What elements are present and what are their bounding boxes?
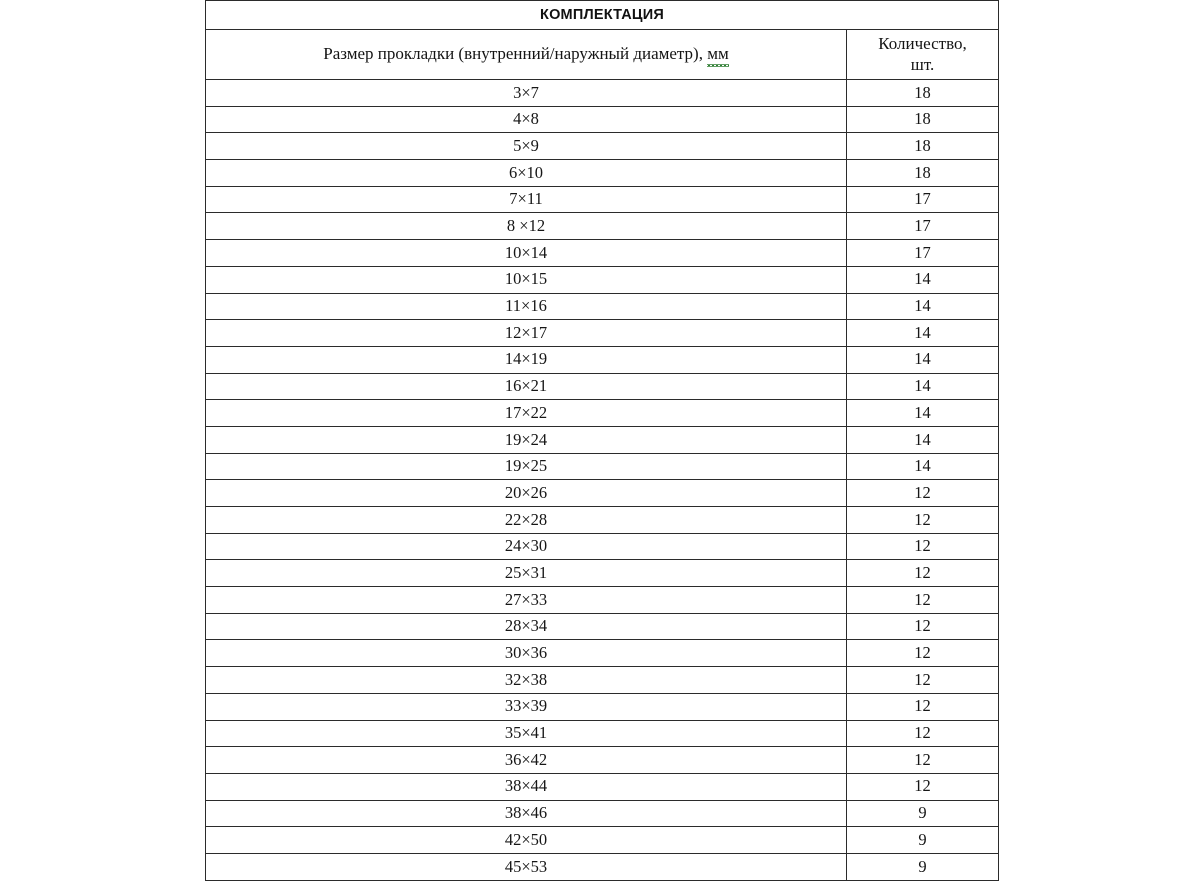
- cell-quantity: 17: [847, 213, 999, 240]
- table-row: [206, 346, 999, 373]
- cell-gasket-size: 45×53: [206, 853, 847, 880]
- table-row: [206, 533, 999, 560]
- table-row: [206, 186, 999, 213]
- cell-quantity: 12: [847, 560, 999, 587]
- cell-quantity: 12: [847, 587, 999, 614]
- cell-quantity: 14: [847, 426, 999, 453]
- cell-quantity: 14: [847, 266, 999, 293]
- cell-quantity: 18: [847, 133, 999, 160]
- cell-quantity: 12: [847, 693, 999, 720]
- column-header-size: [206, 30, 847, 80]
- table-row: [206, 400, 999, 427]
- column-header-quantity-line1: Количество,: [878, 33, 967, 53]
- cell-gasket-size: 4×8: [206, 106, 847, 133]
- cell-gasket-size: 10×15: [206, 266, 847, 293]
- cell-gasket-size: 17×22: [206, 400, 847, 427]
- table-row: [206, 827, 999, 854]
- cell-quantity: 14: [847, 453, 999, 480]
- cell-gasket-size: 25×31: [206, 560, 847, 587]
- cell-quantity: 14: [847, 373, 999, 400]
- table-row: [206, 240, 999, 267]
- table-row: [206, 373, 999, 400]
- cell-gasket-size: 35×41: [206, 720, 847, 747]
- cell-gasket-size: 32×38: [206, 667, 847, 694]
- cell-gasket-size: 6×10: [206, 160, 847, 187]
- cell-quantity: 12: [847, 480, 999, 507]
- cell-gasket-size: 20×26: [206, 480, 847, 507]
- table-row: [206, 106, 999, 133]
- table-header-row: [206, 30, 999, 80]
- column-header-size-unit: мм: [707, 44, 729, 64]
- column-header-quantity: [847, 30, 999, 80]
- cell-gasket-size: 33×39: [206, 693, 847, 720]
- cell-gasket-size: 22×28: [206, 507, 847, 534]
- cell-quantity: 17: [847, 240, 999, 267]
- table-row: [206, 453, 999, 480]
- table-title: КОМПЛЕКТАЦИЯ: [206, 1, 999, 30]
- table-row: [206, 800, 999, 827]
- cell-quantity: 14: [847, 346, 999, 373]
- cell-gasket-size: 38×46: [206, 800, 847, 827]
- cell-quantity: 14: [847, 320, 999, 347]
- cell-quantity: 12: [847, 507, 999, 534]
- cell-gasket-size: 8 ×12: [206, 213, 847, 240]
- table-row: [206, 480, 999, 507]
- cell-gasket-size: 19×25: [206, 453, 847, 480]
- cell-quantity: 12: [847, 747, 999, 774]
- cell-quantity: 12: [847, 667, 999, 694]
- cell-quantity: 14: [847, 400, 999, 427]
- column-header-quantity-line2: шт.: [910, 54, 935, 74]
- table-row: [206, 720, 999, 747]
- cell-quantity: 18: [847, 106, 999, 133]
- cell-gasket-size: 10×14: [206, 240, 847, 267]
- table-row: [206, 507, 999, 534]
- cell-quantity: 12: [847, 720, 999, 747]
- cell-gasket-size: 28×34: [206, 613, 847, 640]
- cell-gasket-size: 30×36: [206, 640, 847, 667]
- cell-gasket-size: 36×42: [206, 747, 847, 774]
- cell-quantity: 9: [847, 800, 999, 827]
- table-row: [206, 853, 999, 880]
- cell-gasket-size: 24×30: [206, 533, 847, 560]
- cell-gasket-size: 27×33: [206, 587, 847, 614]
- cell-gasket-size: 19×24: [206, 426, 847, 453]
- cell-gasket-size: 42×50: [206, 827, 847, 854]
- table-row: [206, 293, 999, 320]
- table-row: [206, 426, 999, 453]
- cell-quantity: 14: [847, 293, 999, 320]
- cell-gasket-size: 38×44: [206, 773, 847, 800]
- table-row: [206, 80, 999, 107]
- table-title-row: [206, 1, 999, 30]
- table-row: [206, 773, 999, 800]
- cell-quantity: 12: [847, 613, 999, 640]
- cell-quantity: 17: [847, 186, 999, 213]
- table-body: [206, 1, 999, 881]
- specification-table: [205, 0, 999, 881]
- cell-gasket-size: 7×11: [206, 186, 847, 213]
- table-row: [206, 160, 999, 187]
- cell-quantity: 18: [847, 160, 999, 187]
- cell-quantity: 12: [847, 640, 999, 667]
- cell-quantity: 9: [847, 853, 999, 880]
- cell-quantity: 9: [847, 827, 999, 854]
- cell-gasket-size: 11×16: [206, 293, 847, 320]
- table-row: [206, 693, 999, 720]
- table-row: [206, 266, 999, 293]
- cell-gasket-size: 14×19: [206, 346, 847, 373]
- table-row: [206, 613, 999, 640]
- table-row: [206, 133, 999, 160]
- cell-quantity: 12: [847, 773, 999, 800]
- table-row: [206, 667, 999, 694]
- cell-quantity: 12: [847, 533, 999, 560]
- table-row: [206, 747, 999, 774]
- table-row: [206, 320, 999, 347]
- cell-gasket-size: 5×9: [206, 133, 847, 160]
- table-row: [206, 560, 999, 587]
- cell-gasket-size: 3×7: [206, 80, 847, 107]
- cell-gasket-size: 12×17: [206, 320, 847, 347]
- column-header-size-text: Размер прокладки (внутренний/наружный диаметр),: [323, 44, 708, 64]
- table-row: [206, 640, 999, 667]
- table-row: [206, 213, 999, 240]
- cell-gasket-size: 16×21: [206, 373, 847, 400]
- table-row: [206, 587, 999, 614]
- cell-quantity: 18: [847, 80, 999, 107]
